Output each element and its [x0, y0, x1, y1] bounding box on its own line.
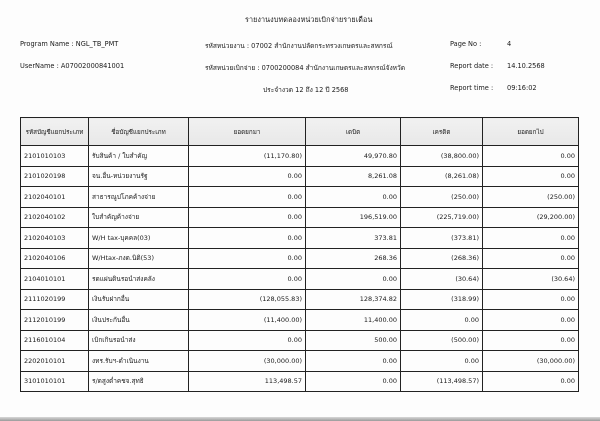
username: UserName : A07002000841001	[20, 62, 125, 70]
header-debit: เดบิต	[306, 118, 401, 146]
account-name: เบิกเกินรอนำส่ง	[89, 330, 189, 351]
account-code: 2104010101	[21, 269, 89, 290]
brought-forward: 113,498.57	[189, 371, 306, 392]
table-row	[21, 166, 579, 187]
debit: 373.81	[306, 228, 401, 249]
brought-forward: 0.00	[189, 166, 306, 187]
credit: (38,800.00)	[401, 146, 483, 167]
brought-forward: (128,055.83)	[189, 289, 306, 310]
trial-balance-table	[20, 117, 579, 392]
header-account-code: รหัสบัญชีแยกประเภท	[21, 118, 89, 146]
account-code: 2102040101	[21, 187, 89, 208]
page-number	[450, 40, 511, 48]
credit: (500.00)	[401, 330, 483, 351]
debit: 49,970.80	[306, 146, 401, 167]
debit: 268.36	[306, 248, 401, 269]
table-row	[21, 228, 579, 249]
report-title: รายงานงบทดลองหน่วยเบิกจ่ายรายเดือน	[245, 15, 373, 24]
credit: (373.81)	[401, 228, 483, 249]
header-carried-forward: ยอดยกไป	[483, 118, 579, 146]
carried-forward: 0.00	[483, 330, 579, 351]
disbursement-unit-line: รหัสหน่วยเบิกจ่าย : 0700200084 สำนักงานเกษตรและสหกรณ์จังหวัด	[205, 64, 405, 72]
debit: 0.00	[306, 269, 401, 290]
account-code: 2102040106	[21, 248, 89, 269]
credit: (250.00)	[401, 187, 483, 208]
credit: (268.36)	[401, 248, 483, 269]
debit: 0.00	[306, 351, 401, 372]
account-code: 2111020199	[21, 289, 89, 310]
account-code: 2116010104	[21, 330, 89, 351]
table-row	[21, 248, 579, 269]
period-line: ประจำงวด 12 ถึง 12 ปี 2568	[263, 86, 349, 94]
account-code: 2102040103	[21, 228, 89, 249]
carried-forward: 0.00	[483, 146, 579, 167]
report-date	[450, 62, 545, 70]
report-time-label: Report time :	[450, 84, 494, 92]
brought-forward: 0.00	[189, 187, 306, 208]
account-name: จน.อื่น-หน่วยงานรัฐ	[89, 166, 189, 187]
report-time	[450, 84, 537, 92]
page-bottom-edge	[0, 417, 600, 421]
brought-forward: (30,000.00)	[189, 351, 306, 372]
carried-forward: 0.00	[483, 289, 579, 310]
credit: 0.00	[401, 351, 483, 372]
brought-forward: 0.00	[189, 248, 306, 269]
account-name: ร/ดสูงต่ำคชจ.สุทธิ	[89, 371, 189, 392]
carried-forward: (29,200.00)	[483, 207, 579, 228]
table-header-row	[21, 118, 579, 146]
brought-forward: (11,170.80)	[189, 146, 306, 167]
carried-forward: 0.00	[483, 166, 579, 187]
account-name: เงินประกันอื่น	[89, 310, 189, 331]
brought-forward: 0.00	[189, 330, 306, 351]
account-code: 2101020198	[21, 166, 89, 187]
table-row	[21, 330, 579, 351]
agency-code-line: รหัสหน่วยงาน : 07002 สำนักงานปลัดกระทรวงเกษตรและสหกรณ์	[205, 42, 393, 50]
table-row	[21, 146, 579, 167]
table-row	[21, 351, 579, 372]
report-time-value: 09:16:02	[507, 84, 537, 92]
account-code: 2112010199	[21, 310, 89, 331]
carried-forward: 0.00	[483, 228, 579, 249]
debit: 0.00	[306, 187, 401, 208]
report-date-value: 14.10.2568	[507, 62, 545, 70]
carried-forward: (30,000.00)	[483, 351, 579, 372]
account-name: เงินรับฝากอื่น	[89, 289, 189, 310]
account-name: รดแผ่นดินรอนำส่งคลัง	[89, 269, 189, 290]
header-credit: เครดิต	[401, 118, 483, 146]
header-account-name: ชื่อบัญชีแยกประเภท	[89, 118, 189, 146]
header-brought-forward: ยอดยกมา	[189, 118, 306, 146]
debit: 11,400.00	[306, 310, 401, 331]
account-name: สาธารณูปโภคค้างจ่าย	[89, 187, 189, 208]
debit: 196,519.00	[306, 207, 401, 228]
brought-forward: 0.00	[189, 228, 306, 249]
report-date-label: Report date :	[450, 62, 494, 70]
account-code: 2202010101	[21, 351, 89, 372]
debit: 128,374.82	[306, 289, 401, 310]
carried-forward: (30.64)	[483, 269, 579, 290]
account-code: 2101010103	[21, 146, 89, 167]
account-name: งทร.รับฯ-ดำเนินงาน	[89, 351, 189, 372]
credit: (30.64)	[401, 269, 483, 290]
credit: (113,498.57)	[401, 371, 483, 392]
brought-forward: 0.00	[189, 207, 306, 228]
carried-forward: 0.00	[483, 248, 579, 269]
table-row	[21, 310, 579, 331]
program-name: Program Name : NGL_TB_PMT	[20, 40, 119, 48]
account-name: W/H tax-บุคคล(03)	[89, 228, 189, 249]
debit: 500.00	[306, 330, 401, 351]
credit: (318.99)	[401, 289, 483, 310]
table-row	[21, 289, 579, 310]
account-code: 2102040102	[21, 207, 89, 228]
page-number-value: 4	[507, 40, 512, 48]
account-code: 3101010101	[21, 371, 89, 392]
table-row	[21, 269, 579, 290]
credit: (225,719.00)	[401, 207, 483, 228]
account-name: ใบสำคัญค้างจ่าย	[89, 207, 189, 228]
debit: 8,261.08	[306, 166, 401, 187]
account-name: รับสินค้า / ใบสำคัญ	[89, 146, 189, 167]
carried-forward: (250.00)	[483, 187, 579, 208]
credit: (8,261.08)	[401, 166, 483, 187]
carried-forward: 0.00	[483, 310, 579, 331]
table-row	[21, 207, 579, 228]
credit: 0.00	[401, 310, 483, 331]
carried-forward: 0.00	[483, 371, 579, 392]
table-row	[21, 371, 579, 392]
page-number-label: Page No :	[450, 40, 482, 48]
account-name: W/Htax-ภงด.นิติ(53)	[89, 248, 189, 269]
brought-forward: 0.00	[189, 269, 306, 290]
debit: 0.00	[306, 371, 401, 392]
table-row	[21, 187, 579, 208]
brought-forward: (11,400.00)	[189, 310, 306, 331]
